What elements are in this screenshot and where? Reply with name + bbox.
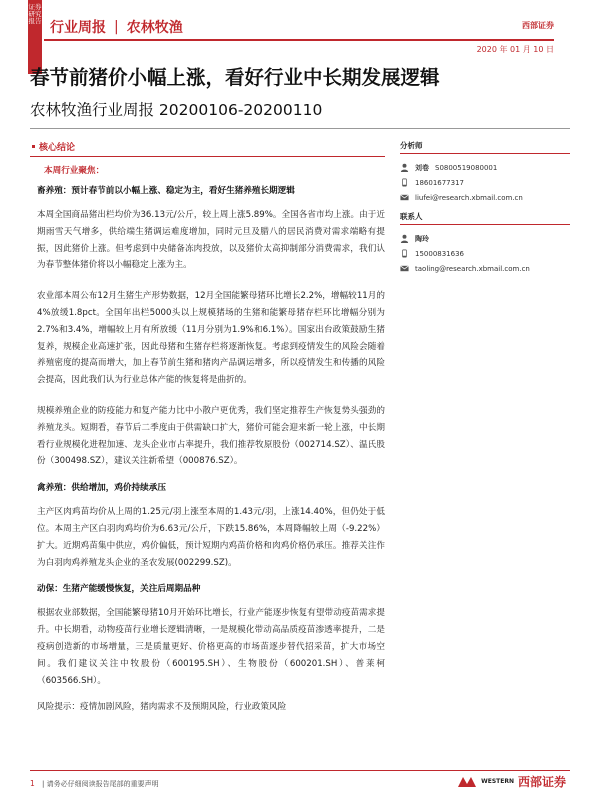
analysts-divider (400, 153, 570, 154)
contacts-heading: 联系人 (400, 212, 423, 221)
header-divider (44, 39, 554, 41)
logo-mark-icon (457, 775, 477, 789)
contact-phone-row (400, 246, 570, 261)
focus-label: 本周行业聚焦： (44, 166, 105, 176)
section-heading-text: 核心结论 (39, 143, 76, 153)
page-number: 1 (30, 779, 35, 788)
analyst-phone-row (400, 175, 570, 190)
header-separator: | (114, 19, 119, 35)
contact-name: 陶玲 (415, 234, 429, 243)
person-icon (400, 163, 409, 172)
analyst-phone: 18601677317 (415, 178, 464, 187)
contact-email[interactable]: taoling@research.xbmail.com.cn (415, 264, 530, 273)
paragraph-heading: 畜养殖：预计春节前以小幅上涨、稳定为主，看好生猪养殖长期逻辑 (37, 186, 295, 196)
author-sidebar (400, 140, 570, 276)
section-heading (32, 140, 385, 153)
paragraph-block (30, 403, 385, 470)
report-type-tag: 证券研究报告 (28, 0, 42, 74)
paragraph-body: 本周全国商品猪出栏均价为36.13元/公斤，较上周上涨5.89%。全国各省市均上涨。由于近期雨雪天气增多，供给端生猪调运难度增加，同时元旦及腊八的居民消费对需求端略有提振，因此猪价上涨。但考虑到中央储备冻肉投放，以及猪价太高抑制部分消费需求，我们认为春节整体猪价将以小幅稳定上涨为主。 (37, 210, 385, 271)
logo-english: WESTERN (481, 778, 514, 785)
paragraph-heading: 动保：生猪产能缓慢恢复，关注后周期品种 (37, 584, 201, 595)
report-date: 2020 年 01 月 10 日 (476, 45, 554, 54)
phone-icon (400, 249, 409, 258)
contacts-divider (400, 224, 570, 225)
risk-warning: 风险提示：疫情加剧风险，猪肉需求不及预期风险，行业政策风险 (37, 702, 287, 713)
analyst-name-row (400, 160, 570, 175)
footer-divider (30, 770, 570, 771)
bullet-icon (32, 145, 35, 148)
analysts-heading: 分析师 (400, 141, 423, 150)
paragraph-block (30, 482, 385, 571)
report-category: 行业周报 (50, 20, 106, 36)
paragraph-block (30, 699, 385, 716)
footer-logo (457, 773, 566, 790)
contact-phone: 15000831636 (415, 249, 464, 258)
title-divider (30, 128, 570, 129)
email-icon (400, 264, 409, 273)
paragraph-block (30, 583, 385, 689)
paragraph-block (30, 185, 385, 274)
person-icon (400, 234, 409, 243)
analyst-email-row (400, 190, 570, 205)
paragraph-block (30, 288, 385, 389)
phone-icon (400, 178, 409, 187)
email-icon (400, 193, 409, 202)
page-footer (0, 770, 600, 800)
paragraph-body: 农业部本周公布12月生猪生产形势数据，12月全国能繁母猪环比增长2.2%，增幅较11月的4%放缓1.8pct。全国年出栏5000头以上规模猪场的生猪和能繁母猪存栏环比增幅分别为2.7%和3.4%，增幅较上月有所放缓（11月分别为1.9%和6.1%）。国家出台政策鼓励生猪复养，规模企业高速扩张，因此母猪和生猪存栏将逐渐恢复。考虑到疫情发生的风险会随着养殖密度的提高而增大，加上春节前生猪和猪肉产品调运增多，所以疫情发生和传播的风险会提高，因此我们认为行业总体产能的恢复将是曲折的。 (37, 291, 385, 386)
report-sector: 农林牧渔 (126, 20, 183, 36)
contact-name-row (400, 231, 570, 246)
brand-name: 西部证券 (522, 21, 554, 30)
section-divider (30, 156, 385, 157)
page-subtitle: 农林牧渔行业周报 20200106-20200110 (30, 101, 323, 119)
main-content (30, 140, 385, 716)
paragraph-body: 主产区肉鸡苗均价从上周的1.25元/羽上涨至本周的1.43元/羽，上涨14.40%，但仍处于低位。本周主产区白羽肉鸡均价为6.63元/公斤，下跌15.86%，本周降幅较上周（-9.22%）扩大。近期鸡苗集中供应，鸡价偏低，预计短期内鸡苗价格和肉鸡价格仍承压。推荐关注作为白羽肉鸡养殖龙头企业的圣农发展(002299.SZ)。 (37, 507, 385, 568)
logo-chinese: 西部证券 (517, 775, 566, 789)
footer-disclaimer: | 请务必仔细阅读报告尾部的重要声明 (42, 780, 159, 788)
contact-email-row (400, 261, 570, 276)
paragraph-body: 根据农业部数据，全国能繁母猪10月开始环比增长，行业产能逐步恢复有望带动疫苗需求提升。中长期看，动物疫苗行业增长逻辑清晰，一是规模化带动高品质疫苗渗透率提升，二是疫病创造新的市场增量，三是质量更好、价格更高的市场苗逐步替代招采苗，扩大市场空间。我们建议关注中牧股份（600195.SH）、生物股份（600201.SH）、普莱柯（603566.SH）。 (37, 608, 385, 686)
analyst-name: 刘卷 (415, 163, 429, 172)
analyst-cert: S0800519080001 (435, 163, 498, 172)
analyst-email[interactable]: liufei@research.xbmail.com.cn (415, 193, 523, 202)
report-header (0, 17, 600, 37)
page-title: 春节前猪价小幅上涨，看好行业中长期发展逻辑 (30, 66, 440, 89)
paragraph-body: 规模养殖企业的防疫能力和复产能力比中小散户更优秀，我们坚定推荐生产恢复势头强劲的养殖龙头。短期看，春节后二季度由于供需缺口扩大，猪价可能会迎来新一轮上涨，中长期看行业规模化进程加速、龙头企业市占率提升，我们推荐牧原股份（002714.SZ）、温氏股份（300498.SZ），建议关注新希望（000876.SZ）。 (37, 405, 385, 467)
paragraph-heading: 禽养殖：供给增加，鸡价持续承压 (37, 483, 166, 494)
